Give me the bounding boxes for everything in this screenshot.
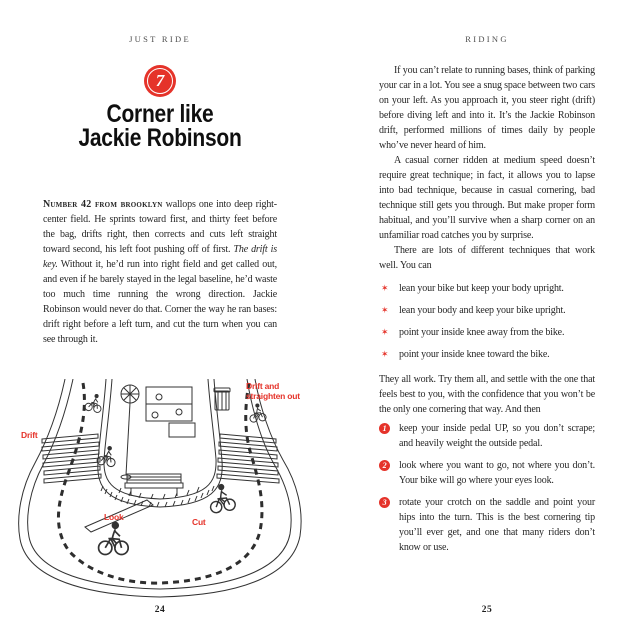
- crosswalk-left: [42, 434, 101, 483]
- lamp-post: [121, 385, 139, 479]
- numbered-badge-2: 2: [379, 460, 390, 471]
- numbered-text: rotate your crotch on the saddle and point your hips into the turn. This is the best cornering tip you’ll ever get, and one that many riders don’t know or use.: [399, 497, 595, 553]
- road-outer-curb: [28, 379, 291, 589]
- corner-illustration: [9, 379, 311, 607]
- page-number-left: 24: [154, 605, 166, 615]
- intro-text-a: wallops one into deep right-center field. He sprints toward first, and thirty feet before the bag, drifts right, then corrects and cuts left straight toward second, his left foot pushing off of first.: [43, 199, 277, 255]
- island-curb: [104, 379, 216, 499]
- running-head-left: JUST RIDE: [129, 34, 191, 44]
- paragraph-parking: If you can’t relate to running bases, think of parking your car in a lot. You see a snug space between two cars on your left. As you approach it, you steer right (drift) before diving left and into it. It’s the Jackie Robinson drift, performed millions of times daily by people who’ve never heard of him.: [379, 65, 595, 151]
- label-drift-straighten-line2: straighten out: [246, 391, 300, 401]
- list-item: [379, 325, 595, 340]
- numbered-text: look where you want to go, not where you don’t. Your bike will go where your eyes look.: [399, 460, 595, 486]
- intro-lead-smallcaps: Number 42 from brooklyn: [43, 199, 163, 210]
- list-item: [379, 347, 595, 362]
- running-head-right: RIDING: [465, 34, 509, 44]
- star-bullet-icon: ✶: [381, 305, 389, 316]
- bullet-text: point your inside knee away from the bike.: [399, 327, 565, 338]
- label-drift-straighten-line1: Drift and: [246, 381, 280, 391]
- label-cut: Cut: [192, 517, 206, 527]
- cyclist-top-left: [84, 392, 104, 413]
- paragraph-casual-corner: A casual corner ridden at medium speed doesn’t require great technique; in fact, it allows you to lapse into bad technique, because in casual cornering, bad technique still gets you through. But make proper form habitual, and you’ll survive when a sharp corner on an unfamiliar road catches you by surprise.: [379, 155, 595, 241]
- list-item: [379, 495, 595, 555]
- paragraph-they-all-work: They all work. Try them all, and settle with the one that feels best to you, with the confidence that you won’t be the only one cornering that way. And then: [379, 374, 595, 415]
- bullet-text: lean your bike but keep your body upright.: [399, 283, 564, 294]
- list-item: [379, 458, 595, 488]
- paragraph-techniques: There are lots of different techniques that work well. You can: [379, 245, 595, 271]
- right-page: [320, 0, 640, 640]
- corner-illustration-svg: [9, 379, 311, 607]
- chapter-title-line-2: Jackie Robinson: [78, 124, 242, 152]
- page-number-right: 25: [481, 605, 493, 615]
- chapter-number: 7: [155, 70, 165, 90]
- list-item: [379, 303, 595, 318]
- star-bullet-icon: ✶: [381, 283, 389, 294]
- star-bullet-icon: ✶: [381, 349, 389, 360]
- technique-bullet-list: [379, 281, 595, 362]
- cornering-numbered-list: [379, 421, 595, 555]
- bench: [125, 474, 183, 496]
- right-page-body: [379, 63, 595, 562]
- cyclist-top-right: [248, 403, 267, 423]
- bullet-text: lean your body and keep your bike upright.: [399, 305, 566, 316]
- numbered-text: keep your inside pedal UP, so you don’t scrape; and heavily weight the outside pedal.: [399, 423, 595, 449]
- list-item: [379, 421, 595, 451]
- chapter-badge: [43, 65, 277, 97]
- intro-paragraph: [43, 197, 277, 347]
- numbered-badge-3: 3: [379, 497, 390, 508]
- chapter-number-circle: [144, 65, 176, 97]
- list-item: [379, 281, 595, 296]
- grass-texture: [101, 486, 214, 507]
- numbered-badge-1: 1: [379, 423, 390, 434]
- intro-italic: The drift is key.: [43, 244, 277, 270]
- plaza-tables: [146, 387, 195, 437]
- bullet-text: point your inside knee toward the bike.: [399, 349, 550, 360]
- label-drift: Drift: [21, 430, 38, 440]
- cyclist-cut: [207, 482, 236, 513]
- chapter-title: [37, 102, 284, 150]
- chapter-title-line-1: Corner like: [106, 100, 214, 128]
- star-bullet-icon: ✶: [381, 327, 389, 338]
- label-look: Look: [104, 512, 124, 522]
- intro-text-b: Without it, he’d run into right field and get called out, and even if he barely stayed in the legal baseline, he’d waste too much time running the wrong direction. Jackie Robinson would never do that. Corner the way he ran bases: drift right before a left turn, and cut the turn when you can see through it.: [43, 259, 277, 345]
